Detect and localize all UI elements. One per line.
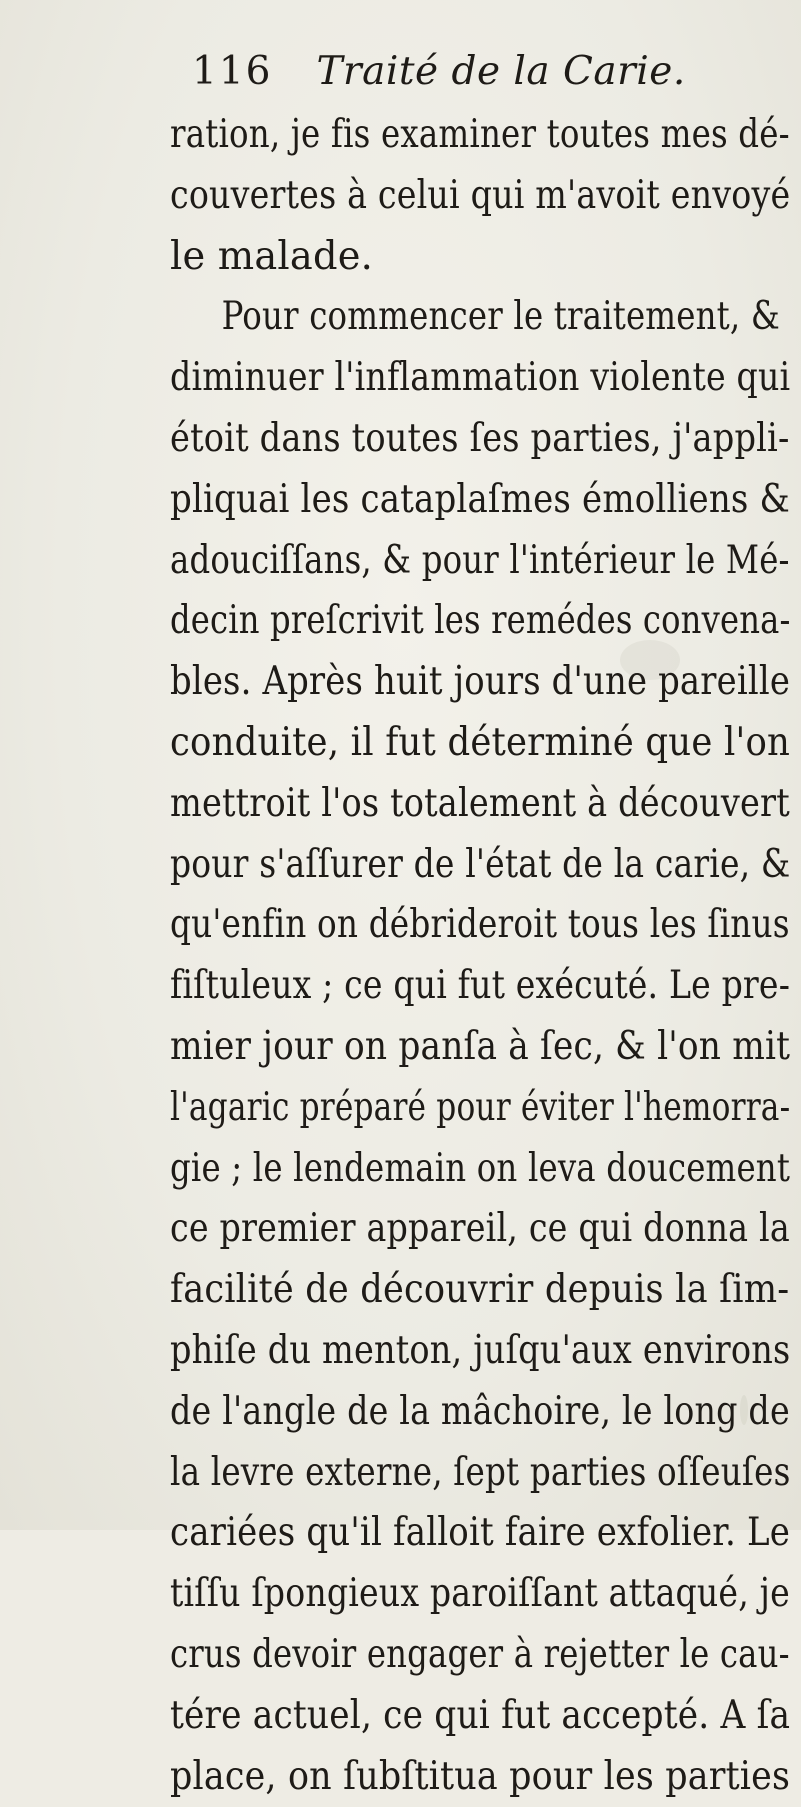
text-line: mettroit l'os totalement à découvert xyxy=(170,780,790,826)
text-line: gie ; le lendemain on leva doucement xyxy=(170,1145,791,1191)
text-line: facilité de découvrir depuis la ſim- xyxy=(170,1267,790,1313)
text-line: place, on ſubſtitua pour les parties xyxy=(170,1753,791,1799)
text-line: étoit dans toutes ſes parties, j'appli- xyxy=(170,415,790,461)
text-line: Pour commencer le traitement, & xyxy=(221,294,780,340)
text-line: ce premier appareil, ce qui donna la xyxy=(170,1206,790,1252)
text-line: tére actuel, ce qui fut accepté. A ſa xyxy=(170,1692,791,1738)
text-line: conduite, il fut déterminé que l'on xyxy=(170,719,791,765)
text-line: ration, je fis examiner toutes mes dé- xyxy=(170,112,790,157)
text-line: de l'angle de la mâchoire, le long de xyxy=(170,1388,790,1434)
body-text xyxy=(170,105,800,1807)
text-line: phiſe du menton, juſqu'aux environs xyxy=(170,1327,791,1373)
page-header xyxy=(192,44,686,100)
text-line: pour s'aſſurer de l'état de la carie, & xyxy=(170,841,791,887)
page-number: 116 xyxy=(192,49,273,94)
text-line: adouciſſans, & pour l'intérieur le Mé- xyxy=(170,537,790,583)
text-line: tiſſu ſpongieux paroiſſant attaqué, je xyxy=(170,1571,790,1617)
text-line: l'agaric préparé pour éviter l'hemorra- xyxy=(170,1084,791,1130)
text-line: la levre externe, ſept parties oſſeuſes xyxy=(170,1449,791,1495)
text-line: pliquai les cataplaſmes émolliens & xyxy=(170,476,790,522)
text-line: qu'enfin on débrideroit tous les ſinus xyxy=(170,902,790,948)
text-line: crus devoir engager à rejetter le cau- xyxy=(170,1631,790,1677)
text-line: fiſtuleux ; ce qui fut exécuté. Le pre- xyxy=(170,963,791,1009)
text-line: couvertes à celui qui m'avoit envoyé xyxy=(170,172,791,218)
text-line: le malade. xyxy=(170,233,374,279)
text-line: bles. Après huit jours d'une pareille xyxy=(170,659,791,705)
text-line: mier jour on panſa à ſec, & l'on mit xyxy=(170,1023,791,1069)
text-line: cariées qu'il falloit faire exfolier. Le xyxy=(170,1510,791,1556)
text-line: diminuer l'inflammation violente qui xyxy=(170,355,791,401)
text-line: decin preſcrivit les remédes convena- xyxy=(170,598,791,644)
running-title: Traité de la Carie. xyxy=(316,49,686,94)
